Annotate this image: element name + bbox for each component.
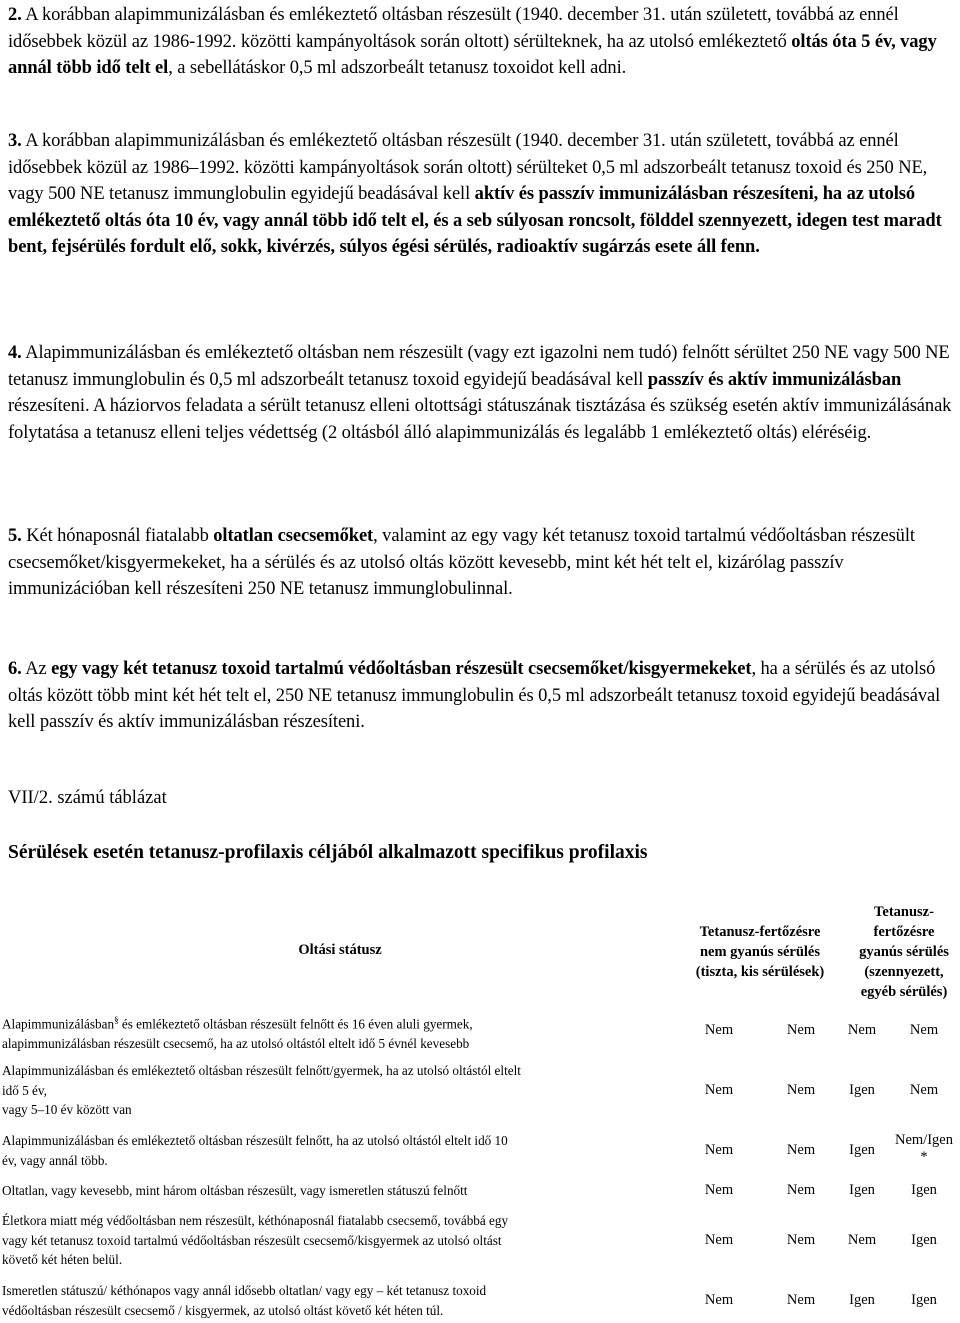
paragraph-5-bold: oltatlan csecsemőket (213, 526, 374, 546)
header-dirty-line-2: fertőzésre (873, 924, 935, 940)
paragraph-4-number: 4. (8, 343, 22, 363)
paragraph-6-text: Az (21, 659, 52, 679)
paragraph-6-bold: egy vagy két tetanusz toxoid tartalmú védőoltásban részesült csecsemőket/kisgyermekeket (51, 659, 752, 679)
row-2-text-a: Alapimmunizálásban és emlékeztető oltásban részesült felnőtt/gyermek, ha az utolsó oltástól eltelt (2, 1063, 521, 1078)
header-dirty-line-1: Tetanusz- (874, 904, 934, 920)
header-dirty-line-5: egyéb sérülés) (860, 984, 948, 1000)
paragraph-3-bold: aktív és passzív immunizálásban részesíteni, ha az utolsó emlékeztető oltás óta 10 év, vagy annál több idő telt el, és a seb súlyosan roncsolt, földdel szennyezett, idegen test maradt bent, fejsérülés fordult elő, sokk, kivérzés, súlyos égési sérülés, radioaktív sugárzás esete áll fenn. (8, 184, 942, 257)
paragraph-2-text: A korábban alapimmunizálásban és emlékeztető oltásban részesült (1940. december 31. után született, továbbá az ennél idősebbek közül az 1986-1992. közötti kampányoltások során oltott) sérülteknek, ha az utolsó emlékeztető (8, 5, 899, 52)
row-4-value-1: Nem (704, 1182, 734, 1198)
section-mark: § (114, 1015, 119, 1025)
row-1-text-c: alapimmunizálásban részesült csecsemő, ha az utolsó oltástól eltelt idő 5 évnél kevesebb (2, 1035, 470, 1051)
table-title: Sérülések esetén tetanusz-profilaxis céljából alkalmazott specifikus profilaxis (8, 842, 648, 863)
table-caption: VII/2. számú táblázat (8, 788, 167, 808)
row-4-text-a: Oltatlan, vagy kevesebb, mint három oltásban részesült, vagy ismeretlen státuszú felnőtt (2, 1183, 468, 1198)
table-row-4-status (2, 1181, 672, 1201)
row-1-value-1: Nem (704, 1022, 734, 1038)
row-3-value-1: Nem (704, 1142, 734, 1158)
header-dirty-line-3: gyanús sérülés (859, 944, 949, 960)
row-4-value-3: Igen (849, 1182, 875, 1198)
table-row-3-status (2, 1131, 672, 1170)
paragraph-5-number: 5. (8, 526, 22, 546)
paragraph-6-number: 6. (8, 659, 22, 679)
paragraph-2-text-end: , a sebellátáskor 0,5 ml adszorbeált tetanusz toxoidot kell adni. (168, 58, 627, 78)
paragraph-5-text: Két hónaposnál fiatalabb (21, 526, 214, 546)
paragraph-4-text: Alapimmunizálásban és emlékeztető oltásban nem részesült (vagy ezt igazolni nem tudó) felnőtt sérültet 250 NE vagy 500 NE tetanusz immunglobulin és 0,5 ml adszorbeált tetanusz toxoid egyidejű beadásával kell (8, 343, 950, 390)
row-5-value-3: Nem (847, 1232, 877, 1248)
row-2-text-b: idő 5 év, (2, 1082, 47, 1098)
row-5-text-c: követő két héten belül. (2, 1252, 123, 1267)
row-1-value-2: Nem (786, 1022, 816, 1038)
paragraph-4 (8, 340, 958, 446)
row-6-text-a: Ismeretlen státuszú/ kéthónapos vagy annál idősebb oltatlan/ vagy egy – két tetanusz toxoid (2, 1283, 487, 1298)
row-3-text-a: Alapimmunizálásban és emlékeztető oltásban részesült felnőtt, ha az utolsó oltástól eltelt idő 10 (2, 1133, 508, 1148)
row-1-text-b: és emlékeztető oltásban részesült felnőtt és 16 éven aluli gyermek, (118, 1016, 473, 1032)
row-6-value-2: Nem (786, 1292, 816, 1308)
row-6-value-4: Igen (911, 1292, 937, 1308)
header-dirty-line-4: (szennyezett, (864, 964, 944, 980)
row-4-value-2: Nem (786, 1182, 816, 1198)
row-3-value-4-text: Nem/Igen (895, 1132, 953, 1148)
header-clean-wound (670, 922, 850, 982)
table-row-5-status (2, 1211, 672, 1270)
paragraph-6-text-end: , ha a sérülés és az utolsó oltás között több mint két hét telt el, 250 NE tetanusz immunglobulin és 0,5 ml adszorbeált tetanusz toxoid egyidejű beadásával kell passzív és aktív immunizálásban részesíteni. (8, 659, 941, 732)
row-5-value-1: Nem (704, 1232, 734, 1248)
row-3-value-3: Igen (849, 1142, 875, 1158)
paragraph-4-bold: passzív és aktív immunizálásban (647, 369, 902, 390)
paragraph-5-text-end: , valamint az egy vagy két tetanusz toxoid tartalmú védőoltásban részesült csecsemőket/kisgyermekeket, ha a sérülés és az utolsó oltás között kevesebb, mint két hét telt el, kizárólag passzív immunizációban kell részesíteni 250 NE tetanusz immunglobulinnal. (8, 526, 915, 599)
table-row-6-status (2, 1281, 672, 1320)
row-5-value-2: Nem (786, 1232, 816, 1248)
header-clean-line-2: nem gyanús sérülés (699, 944, 821, 960)
table-row-1-status (2, 1011, 672, 1053)
row-1-value-4: Nem (909, 1022, 939, 1038)
row-2-value-1: Nem (704, 1082, 734, 1098)
row-2-text-c: vagy 5–10 év között van (2, 1102, 132, 1117)
paragraph-3-number: 3. (8, 131, 22, 151)
paragraph-3 (8, 128, 958, 261)
row-5-value-4: Igen (911, 1232, 937, 1248)
row-2-value-3: Igen (849, 1082, 875, 1098)
paragraph-2-number: 2. (8, 5, 22, 25)
paragraph-2 (8, 2, 958, 82)
paragraph-6 (8, 656, 958, 736)
row-3-value-4 (888, 1132, 960, 1166)
row-2-value-2: Nem (786, 1082, 816, 1098)
row-6-value-3: Igen (849, 1292, 875, 1308)
paragraph-4-text-end: részesíteni. A háziorvos feladata a sérült tetanusz elleni oltottsági státuszának tisztázása és szükség esetén aktív immunizálásának folytatása a tetanusz elleni teljes védettség (2 oltásból álló alapimmunizálás és legalább 1 emlékeztető oltás) eléréséig. (8, 396, 952, 443)
row-2-value-4: Nem (909, 1082, 939, 1098)
header-oltasi-statusz: Oltási státusz (298, 942, 382, 958)
table-row-2-status (2, 1061, 672, 1120)
row-5-text-a: Életkora miatt még védőoltásban nem részesült, kéthónaposnál fiatalabb csecsemő, továbbá egy (2, 1213, 509, 1228)
row-6-value-1: Nem (704, 1292, 734, 1308)
row-3-text-b: év, vagy annál több. (2, 1152, 108, 1168)
header-dirty-wound (845, 902, 960, 1002)
paragraph-5 (8, 523, 958, 603)
row-1-text-a: Alapimmunizálásban (2, 1016, 115, 1032)
row-3-footnote-mark: * (920, 1149, 928, 1165)
row-6-text-b: védőoltásban részesült csecsemő / kisgyermek, az utolsó oltást követő két héten túl. (2, 1302, 444, 1318)
row-5-text-b: vagy két tetanusz toxoid tartalmú védőoltásban részesült csecsemő/kisgyermek az utolsó oltást (2, 1232, 502, 1248)
header-clean-line-1: Tetanusz-fertőzésre (699, 924, 821, 940)
paragraph-3-text: A korábban alapimmunizálásban és emlékeztető oltásban részesült (1940. december 31. után született, továbbá az ennél idősebbek közül az 1986–1992. közötti kampányoltások során oltott) sérülteket 0,5 ml adszorbeált tetanusz toxoid és 250 NE, vagy 500 NE tetanusz immunglobulin egyidejű beadásával kell (8, 131, 928, 204)
paragraph-2-bold: oltás óta 5 év, vagy annál több idő telt el (8, 31, 937, 78)
header-clean-line-3: (tiszta, kis sérülések) (695, 964, 825, 980)
row-3-value-2: Nem (786, 1142, 816, 1158)
row-4-value-4: Igen (911, 1182, 937, 1198)
row-1-value-3: Nem (847, 1022, 877, 1038)
